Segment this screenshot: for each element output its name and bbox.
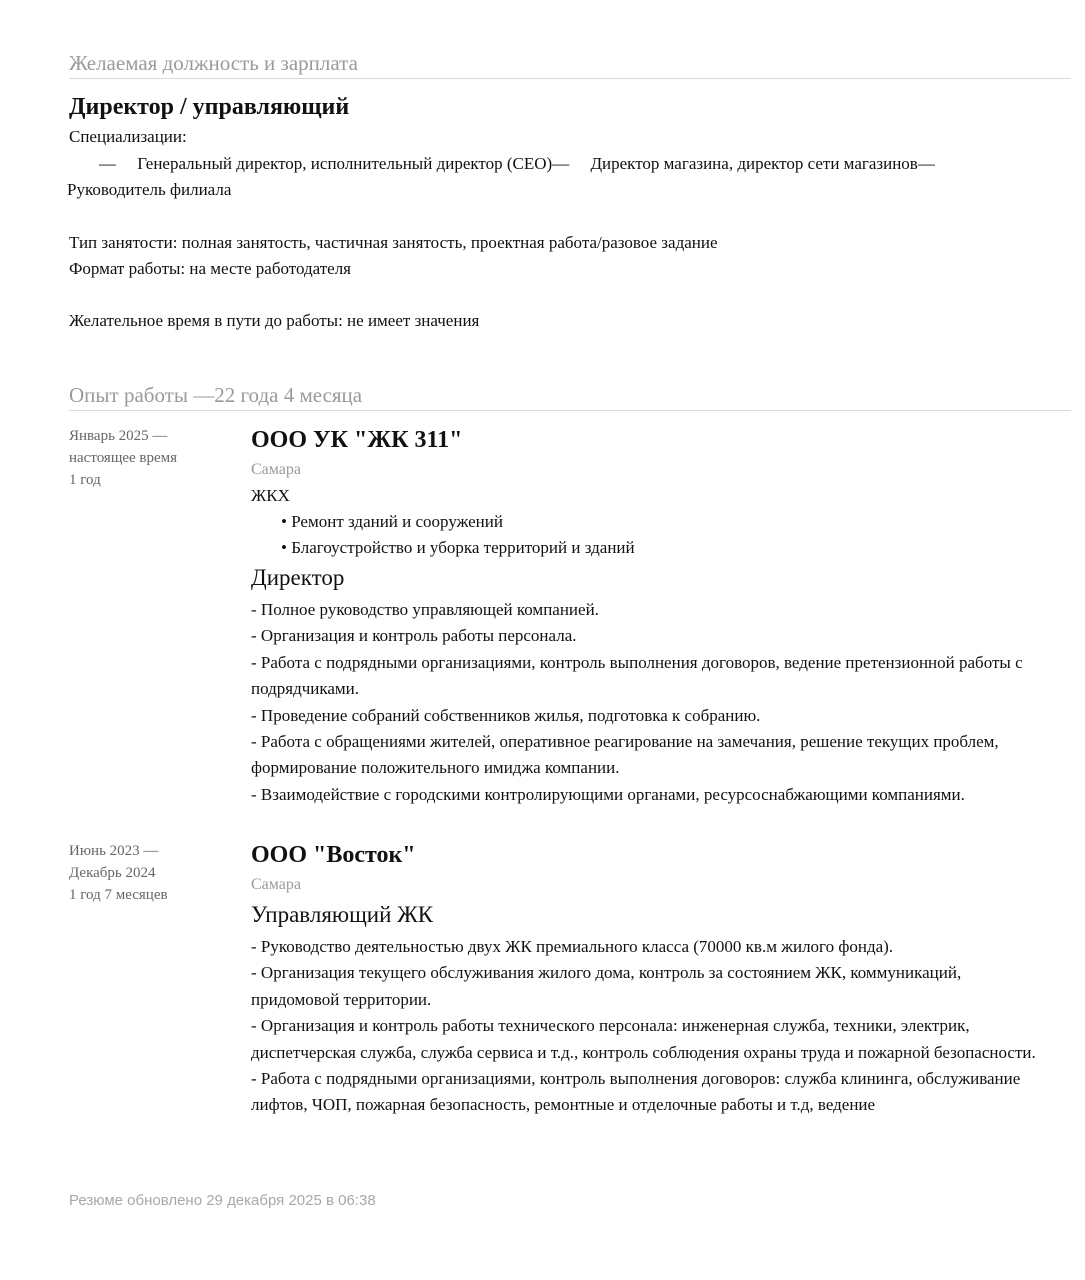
company-name: ООО "Восток" [251, 842, 416, 868]
job-description [251, 597, 1051, 808]
job-details [251, 840, 1051, 1119]
job-duration: 1 год [69, 472, 101, 488]
industry-item: • Ремонт зданий и сооружений [281, 512, 503, 531]
description-line: - Взаимодействие с городскими контролирующими органами, ресурсоснабжающими компаниями. [251, 784, 965, 804]
job-period [69, 840, 239, 906]
section-title-desired-position: Желаемая должность и зарплата [69, 50, 1071, 79]
job-duration: 1 год 7 месяцев [69, 887, 168, 903]
job-details [251, 425, 1051, 808]
company-city: Самара [251, 461, 301, 478]
specialization-item: Руководитель филиала [67, 180, 232, 199]
description-line: - Руководство деятельностью двух ЖК премиального класса (70000 кв.м жилого фонда). [251, 937, 894, 956]
period-end: Декабрь 2024 [69, 865, 156, 881]
job-role: Директор [251, 565, 345, 590]
specialization-item: Директор магазина, директор сети магазинов [590, 154, 918, 173]
company-city: Самара [251, 876, 301, 893]
position-title: Директор / управляющий [69, 94, 350, 120]
description-line: - Работа с подрядными организациями, контроль выполнения договоров, ведение претензионной работы с подрядчиками. [251, 652, 1023, 699]
specializations-list [67, 151, 1059, 203]
dash-separator: — [552, 154, 591, 173]
specialization-item: Генеральный директор, исполнительный директор (CEO) [137, 154, 553, 173]
description-line: - Работа с обращениями жителей, оперативное реагирование на замечания, решение текущих проблем, формирование положительного имиджа компании. [251, 732, 999, 778]
section-title-experience: Опыт работы —22 года 4 месяца [69, 382, 1071, 411]
period-start: Январь 2025 — [69, 428, 168, 444]
commute-time: Желательное время в пути до работы: не имеет значения [69, 311, 480, 330]
work-format: Формат работы: на месте работодателя [69, 259, 352, 278]
industry-item: • Благоустройство и уборка территорий и зданий [281, 538, 635, 557]
dash-separator: — [917, 154, 935, 173]
company-name: ООО УК "ЖК 311" [251, 427, 463, 453]
description-line: - Работа с подрядными организациями, контроль выполнения договоров: служба клининга, обслуживание лифтов, ЧОП, пожарная безопасность, ремонтные и отделочные работы и т.д, ведение [251, 1069, 1021, 1115]
job-description [251, 934, 1051, 1119]
description-line: - Организация текущего обслуживания жилого дома, контроль за состоянием ЖК, коммуникаций, придомовой территории. [251, 963, 962, 1009]
description-line: - Полное руководство управляющей компанией. [251, 600, 599, 619]
period-end: настоящее время [69, 450, 178, 466]
period-start: Июнь 2023 — [69, 843, 159, 859]
description-line: - Организация и контроль работы персонала. [251, 626, 577, 646]
description-line: - Организация и контроль работы технического персонала: инженерная служба, техники, электрик, диспетчерская служба, служба сервиса и т.д., контроль соблюдения охраны труда и пожарной безопасности. [251, 1016, 1036, 1062]
employment-type: Тип занятости: полная занятость, частичная занятость, проектная работа/разовое задание [69, 233, 718, 252]
specializations-label: Специализации: [69, 127, 187, 146]
job-role: Управляющий ЖК [251, 902, 434, 927]
resume-updated-footer: Резюме обновлено 29 декабря 2025 в 06:38 [69, 1192, 376, 1209]
company-industry: ЖКХ [251, 486, 290, 505]
job-period [69, 425, 239, 491]
dash-separator: — [99, 154, 138, 173]
description-line: - Проведение собраний собственников жилья, подготовка к собранию. [251, 705, 761, 725]
